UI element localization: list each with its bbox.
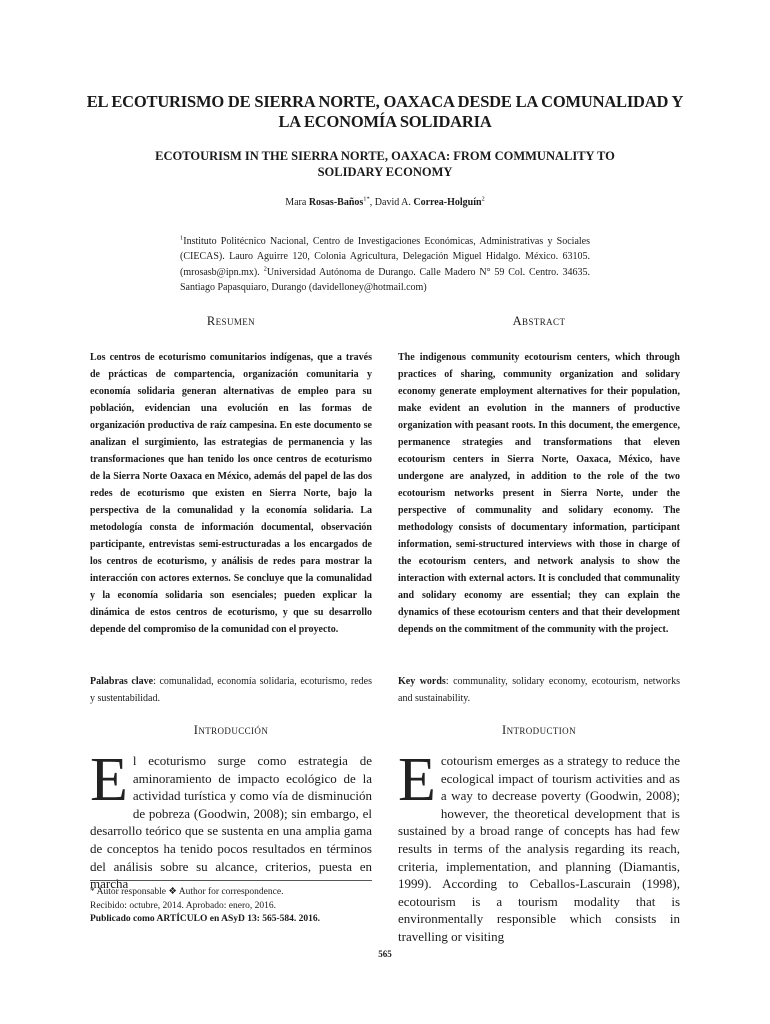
- author-list: [100, 196, 670, 209]
- resumen-text: Los centros de ecoturismo comunitarios indígenas, que a través de prácticas de compartencia, organización comunitaria y economía solidaria generan alternativas de empleo para su población, evidencian una evolución en las formas de organización productiva de raíz campesina. En este documento se analizan el surgimiento, las estrategias de permanencia y las transformaciones que han tenido los once centros de ecoturismo de la Sierra Norte Oaxaca en México, además del papel de las dos redes de ecoturismo que existen en Sierra Norte, bajo la perspectiva de la comunalidad y la economía solidaria. La metodología consta de información documental, observación participante, entrevistas semi-estructuradas a los encargados de los centros de ecoturismo, y análisis de redes para mostrar la interacción con actores externos. Se concluye que la comunalidad y la economía solidaria son esenciales; pueden explicar la dinámica de estos centros de ecoturismo, y que su desarrollo depende del compromiso de la comunidad con el proyecto.: [90, 352, 372, 635]
- footnotes: [90, 880, 372, 927]
- author-1-surname: Rosas-Baños: [308, 197, 364, 208]
- introduction-block: [398, 746, 680, 946]
- author-2-surname: Correa-Holguín: [413, 197, 482, 208]
- author-1-given-name: Mara: [285, 197, 307, 208]
- affiliation-1: Instituto Politécnico Nacional, Centro de Investigaciones Económicas, Administrativas y Sociales (CIECAS). Lauro Aguirre 120, Colonia Agricultura, Delegación Miguel Hidalgo. México. 63105. (mrosasb@ipn.mx).: [180, 236, 590, 278]
- introduccion-heading: Introducción: [193, 723, 269, 737]
- abstract-block: [398, 349, 680, 638]
- resumen-keywords: [90, 673, 372, 707]
- page-number: 565: [378, 949, 392, 959]
- subtitle-line-2: SOLIDARY ECONOMY: [317, 165, 453, 179]
- paper-title: [60, 92, 710, 132]
- paper-subtitle: [100, 148, 670, 180]
- abstract-heading: Abstract: [512, 314, 566, 328]
- introduction-heading: Introduction: [502, 723, 576, 737]
- introduccion-text: l ecoturismo surge como estrategia de aminoramiento de impacto ecológico de la actividad turística y como vía de disminución de pobreza (Goodwin, 2008); sin embargo, el desarrollo teórico que se sustenta en una amplia gama de conceptos ha tenido pocos resultados en términos del análisis sobre su alcance, criterios, puesta en marcha: [90, 753, 372, 892]
- introduction-text: cotourism emerges as a strategy to reduce the ecological impact of tourism activities and as a way to decrease poverty (Goodwin, 2008); however, the theoretical development that is sustained by a broad range of concepts has had few results in terms of the analysis regarding its reach, criteria, implementation, and planning (Diamantis, 1999). According to Ceballos-Lascurain (1998), ecotourism is a tourism modality that is environmentally responsible which consists in travelling or visiting: [398, 753, 680, 944]
- author-2-marks: 2: [481, 195, 485, 203]
- palabras-clave-label: Palabras clave: [90, 676, 154, 687]
- affiliation-2: Universidad Autónoma de Durango. Calle Madero N° 59 Col. Centro. 34635. Santiago Papasquiaro, Durango (davidelloney@hotmail.com): [180, 266, 590, 294]
- subtitle-line-1: ECOTOURISM IN THE SIERRA NORTE, OAXACA: FROM COMMUNALITY TO: [155, 149, 615, 163]
- palabras-clave-text: : comunalidad, economía solidaria, ecoturismo, redes y sustentabilidad.: [90, 676, 372, 704]
- keywords-text: : communality, solidary economy, ecotourism, networks and sustainability.: [398, 676, 680, 704]
- introduccion-dropcap: E: [90, 746, 128, 814]
- footnote-author: * Autor responsable ❖ Author for correspondence.: [90, 887, 284, 897]
- author-separator: , David A.: [369, 197, 411, 208]
- introduccion-block: [90, 746, 372, 893]
- footnote-publication: Publicado como ARTÍCULO en ASyD 13: 565-584. 2016.: [90, 914, 321, 924]
- affiliation-mark-2: 2: [263, 265, 267, 273]
- title-line-1: EL ECOTURISMO DE SIERRA NORTE, OAXACA DESDE LA COMUNALIDAD Y: [86, 92, 684, 111]
- introduction-dropcap: E: [398, 746, 436, 814]
- affiliations: [180, 234, 590, 296]
- abstract-keywords: [398, 673, 680, 707]
- abstract-text: The indigenous community ecotourism centers, which through practices of sharing, community organization and solidary economy generate employment alternatives for their population, make evident an evolution in the manners of productive organization with peasant roots. In this document, the emergence, permanence strategies and transformations that eleven ecotourism centers in Sierra Norte, Oaxaca, México, have undergone are analyzed, in addition to the role of the two ecotourism networks present in Sierra Norte, under the perspective of communality and solidary economy. The methodology consists of documentary information, participant information, semi-structured interviews with those in charge of the ecotourism centers, and network analysis to show the interaction with external actors. It is concluded that communality and solidary economy are essential; they can explain the dynamics of these ecotourism centers and that their development depends on the commitment of the community with the project.: [398, 352, 680, 635]
- author-1-marks: 1*: [363, 195, 370, 203]
- resumen-heading: Resumen: [206, 314, 256, 328]
- keywords-label: Key words: [398, 676, 446, 687]
- affiliation-mark-1: 1: [180, 234, 184, 242]
- title-line-2: LA ECONOMÍA SOLIDARIA: [278, 112, 492, 131]
- footnote-dates: Recibido: octubre, 2014. Aprobado: enero, 2016.: [90, 900, 277, 911]
- resumen-block: [90, 349, 372, 638]
